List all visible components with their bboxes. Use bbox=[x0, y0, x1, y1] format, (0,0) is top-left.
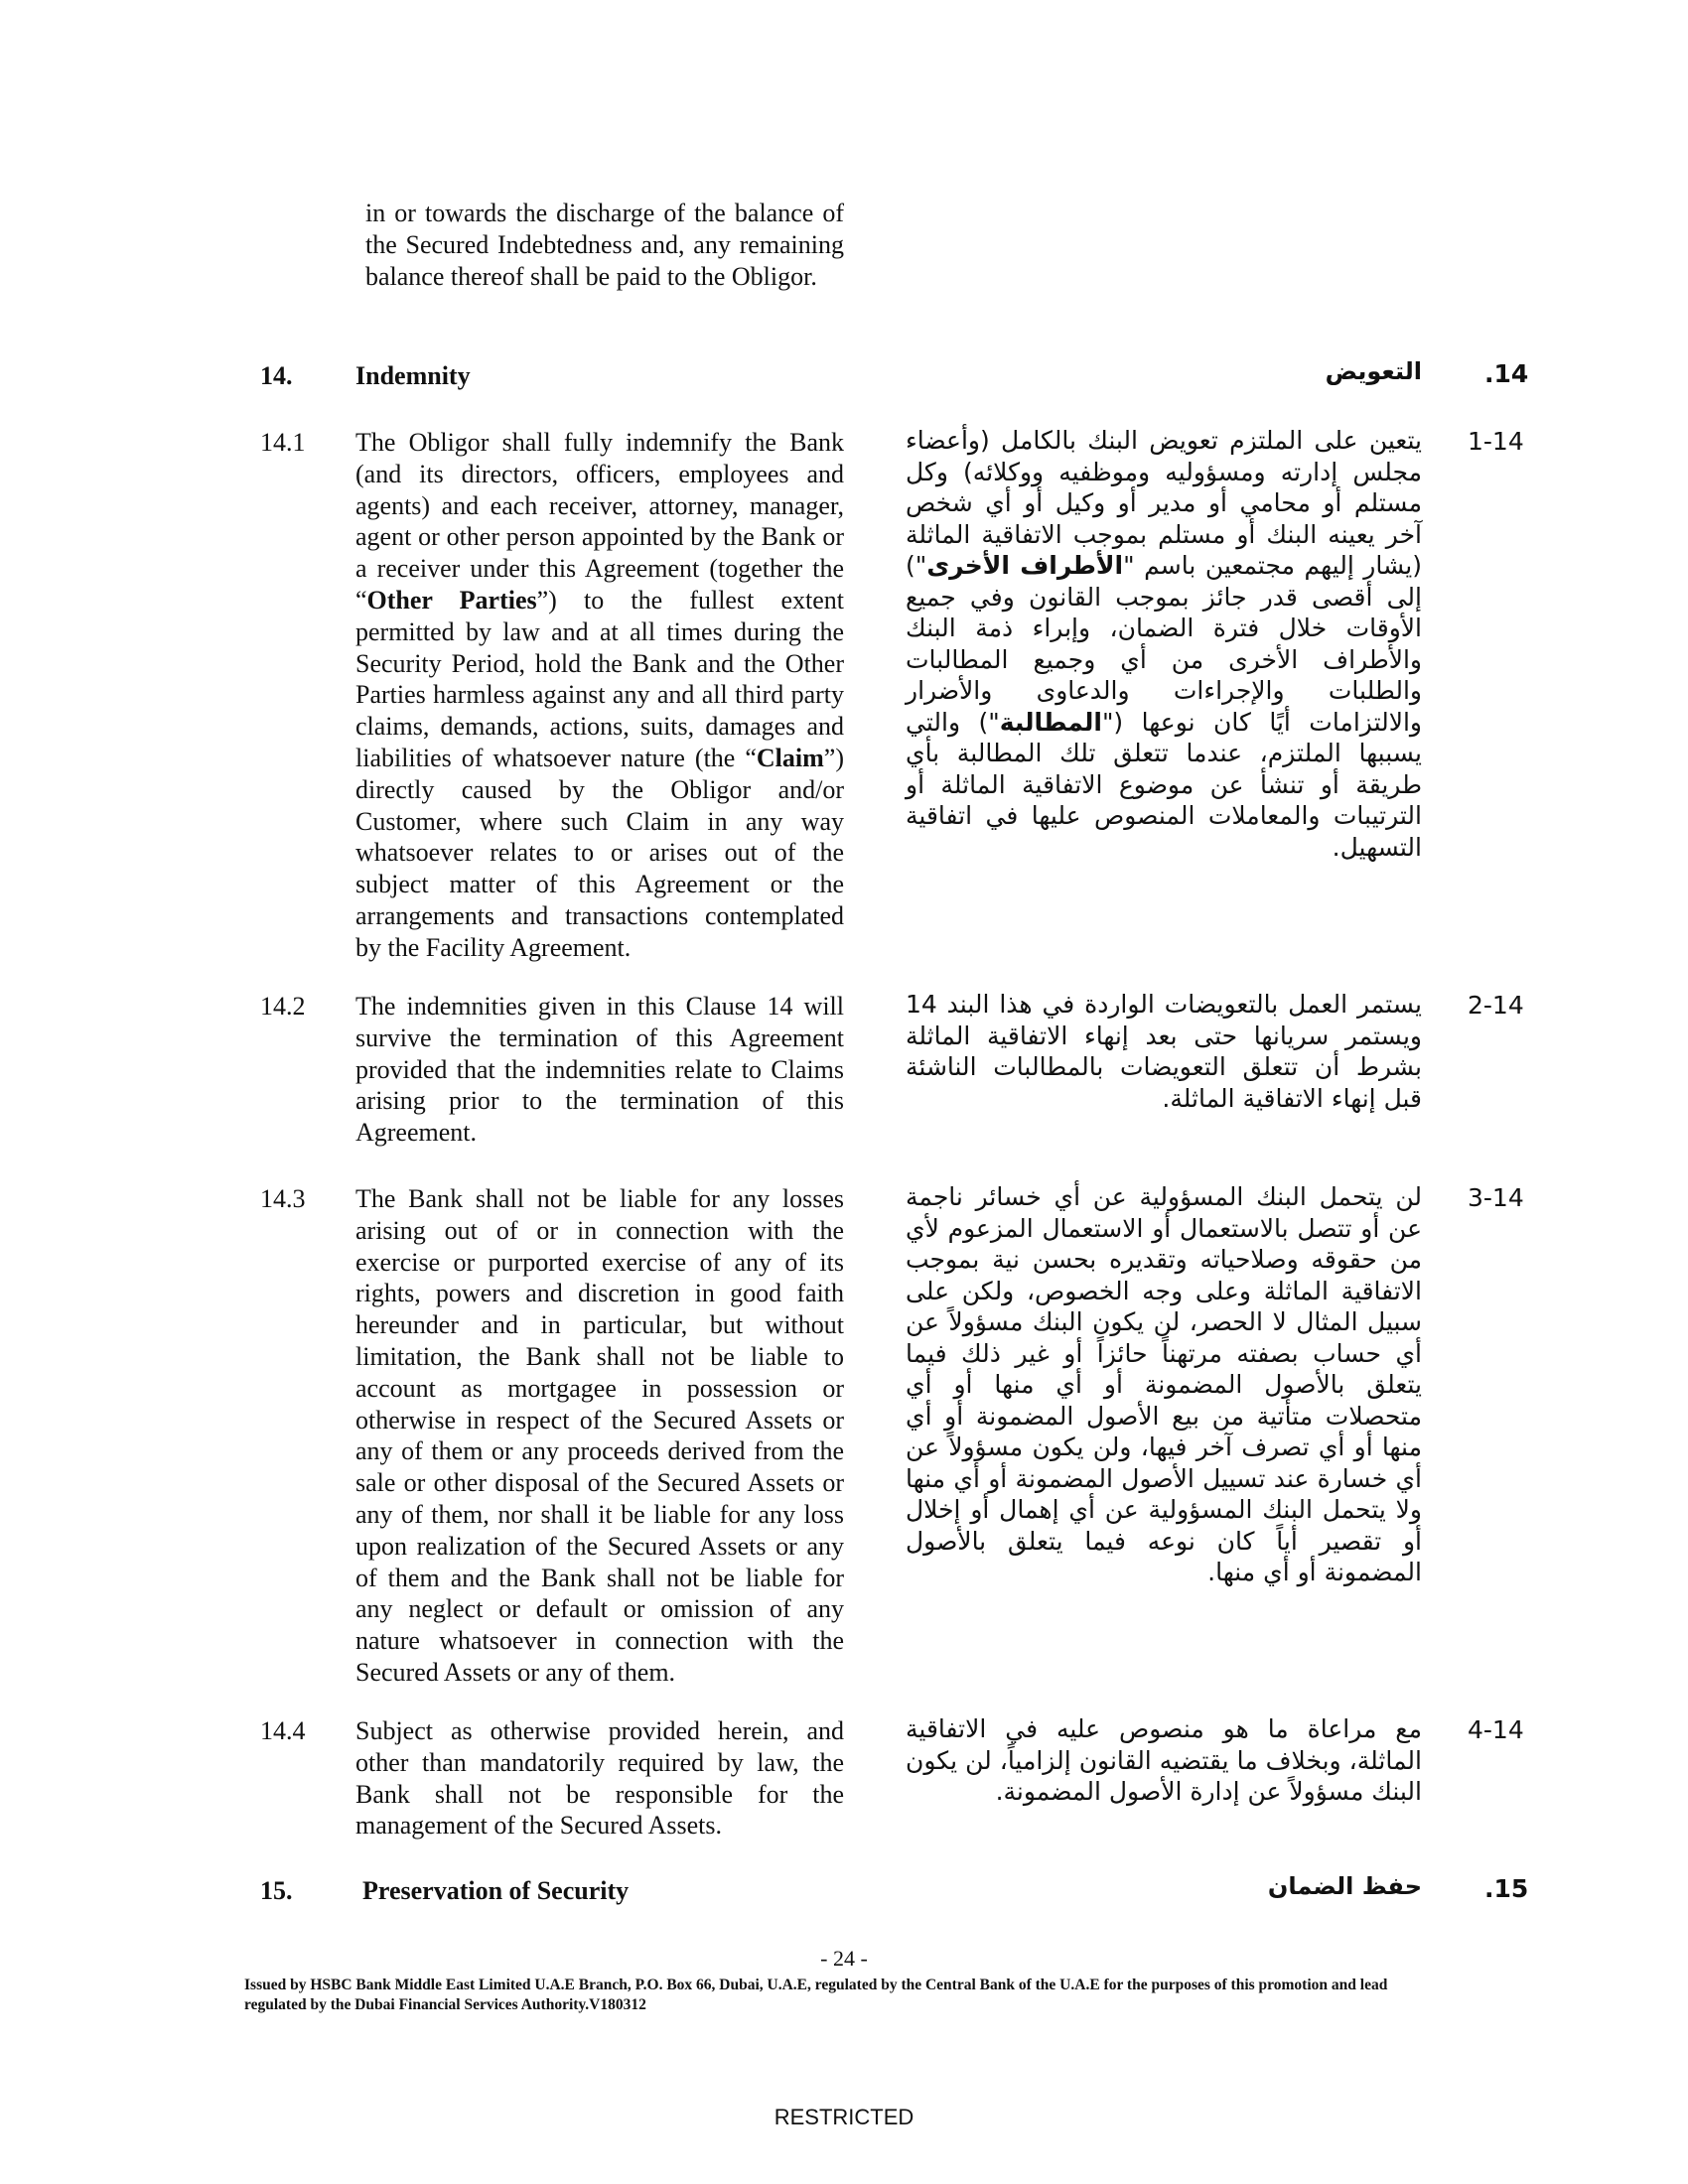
clause-14-3-text: The Bank shall not be liable for any losses arising out of or in connection with the exercise or purported exercise of any of its rights, powers and discretion in good faith hereunder and in particular, but without limitation, the Bank shall not be liable to account as mortgagee in possession or otherwise in respect of the Secured Assets or any of them or any proceeds derived from the sale or other disposal of the Secured Assets or any of them, nor shall it be liable for any loss upon realization of the Secured Assets or any of them and the Bank shall not be liable for any neglect or default or omission of any nature whatsoever in connection with the Secured Assets or any of them. bbox=[355, 1184, 844, 1687]
clause-14-2-arabic-number: 2-14 bbox=[1468, 991, 1524, 1020]
clause-14-3-arabic-number: 3-14 bbox=[1468, 1183, 1524, 1212]
clause-14-2-arabic-text: يستمر العمل بالتعويضات الواردة في هذا البند 14 ويستمر سريانها حتى بعد إنهاء الاتفاقية الماثلة بشرط أن تتعلق التعويضات بالمطالبات الناشئة قبل إنهاء الاتفاقية الماثلة. bbox=[906, 990, 1422, 1113]
section-15-title: Preservation of Security bbox=[362, 1876, 630, 1905]
classification-label: RESTRICTED bbox=[774, 2105, 914, 2129]
footer-disclaimer: Issued by HSBC Bank Middle East Limited U.A.E Branch, P.O. Box 66, Dubai, U.A.E, regulated by the Central Bank of the U.A.E for the purposes of this promotion and lead regulated by the Dubai Financial Services Authority.V180312 bbox=[244, 1977, 1388, 2013]
section-14-number: 14. bbox=[260, 361, 293, 390]
clause-14-2-text: The indemnities given in this Clause 14 will survive the termination of this Agreement provided that the indemnities relate to Claims arising prior to the termination of this Agreement. bbox=[355, 992, 844, 1148]
clause-14-4-number: 14.4 bbox=[260, 1716, 306, 1745]
section-15-arabic-number: .15 bbox=[1484, 1874, 1529, 1903]
clause-14-4-arabic-text: مع مراعاة ما هو منصوص عليه في الاتفاقية الماثلة، وبخلاف ما يقتضيه القانون إلزامياً، لن يكون البنك مسؤولاً عن إدارة الأصول المضمونة. bbox=[906, 1714, 1422, 1806]
clause-14-1-text: The Obligor shall fully indemnify the Bank (and its directors, officers, employees and agents) and each receiver, attorney, manager, agent or other person appointed by the Bank or a receiver under this Agreement (together the “Other Parties”) to the fullest extent permitted by law and at all times during the Security Period, hold the Bank and the Other Parties harmless against any and all third party claims, demands, actions, suits, damages and liabilities of whatsoever nature (the “Claim”) directly caused by the Obligor and/or Customer, where such Claim in any way whatsoever relates to or arises out of the subject matter of this Agreement or the arrangements and transactions contemplated by the Facility Agreement. bbox=[355, 428, 845, 962]
clause-14-4-text: Subject as otherwise provided herein, and other than mandatorily required by law, the Bank shall not be responsible for the management of the Secured Assets. bbox=[355, 1716, 844, 1841]
section-14-arabic-title: التعويض bbox=[1325, 357, 1422, 385]
clause-14-2-number: 14.2 bbox=[260, 992, 306, 1021]
intro-paragraph: in or towards the discharge of the balance of the Secured Indebtedness and, any remaining balance thereof shall be paid to the Obligor. bbox=[365, 199, 844, 291]
clause-14-1-arabic-text: يتعين على الملتزم تعويض البنك بالكامل (وأعضاء مجلس إدارته ومسؤوليه وموظفيه ووكلائه) وكل مستلم أو محامي أو مدير أو وكيل أو أي شخص آخر يعينه البنك أو مستلم بموجب الاتفاقية الماثلة (يشار إليهم مجتمعين باسم "الأطراف الأخرى") إلى أقصى قدر جائز بموجب القانون وفي جميع الأوقات خلال فترة الضمان، وإبراء ذمة البنك والأطراف الأخرى من أي وجميع المطالبات والطلبات والإجراءات والدعاوى والأضرار والالتزامات أيًا كان نوعها ("المطالبة") والتي يسببها الملتزم، عندما تتعلق تلك المطالبة بأي طريقة أو تنشأ عن موضوع الاتفاقية الماثلة أو الترتيبات والمعاملات المنصوص عليها في اتفاقية التسهيل. bbox=[906, 426, 1423, 862]
clause-14-3-arabic-text: لن يتحمل البنك المسؤولية عن أي خسائر ناجمة عن أو تتصل بالاستعمال أو الاستعمال المزعوم لأي من حقوقه وصلاحياته وتقديره بحسن نية بموجب الاتفاقية الماثلة وعلى وجه الخصوص، ولكن على سبيل المثال لا الحصر، لن يكون البنك مسؤولاً عن أي حساب بصفته مرتهناً حائزاً أو غير ذلك فيما يتعلق بالأصول المضمونة أو أي منها أو أي متحصلات متأتية من بيع الأصول المضمونة أو أي منها أو أي تصرف آخر فيها، ولن يكون مسؤولاً عن أي خسارة عند تسييل الأصول المضمونة أو أي منها ولا يتحمل البنك المسؤولية عن أي إهمال أو إخلال أو تقصير أياً كان نوعه فيما يتعلق بالأصول المضمونة أو أي منها. bbox=[906, 1182, 1422, 1586]
section-14-arabic-number: .14 bbox=[1484, 359, 1529, 388]
term-other-parties: Other Parties bbox=[366, 585, 537, 614]
clause-14-4-arabic-number: 4-14 bbox=[1468, 1715, 1524, 1744]
section-15-number: 15. bbox=[260, 1876, 293, 1905]
section-15-arabic-title: حفظ الضمان bbox=[1267, 1872, 1422, 1900]
section-14-title: Indemnity bbox=[355, 361, 471, 390]
clause-14-3-number: 14.3 bbox=[260, 1184, 306, 1213]
term-claim: Claim bbox=[756, 743, 824, 772]
page-number: - 24 - bbox=[820, 1946, 868, 1971]
clause-14-1-arabic-number: 1-14 bbox=[1468, 427, 1524, 456]
clause-14-1-number: 14.1 bbox=[260, 428, 306, 457]
